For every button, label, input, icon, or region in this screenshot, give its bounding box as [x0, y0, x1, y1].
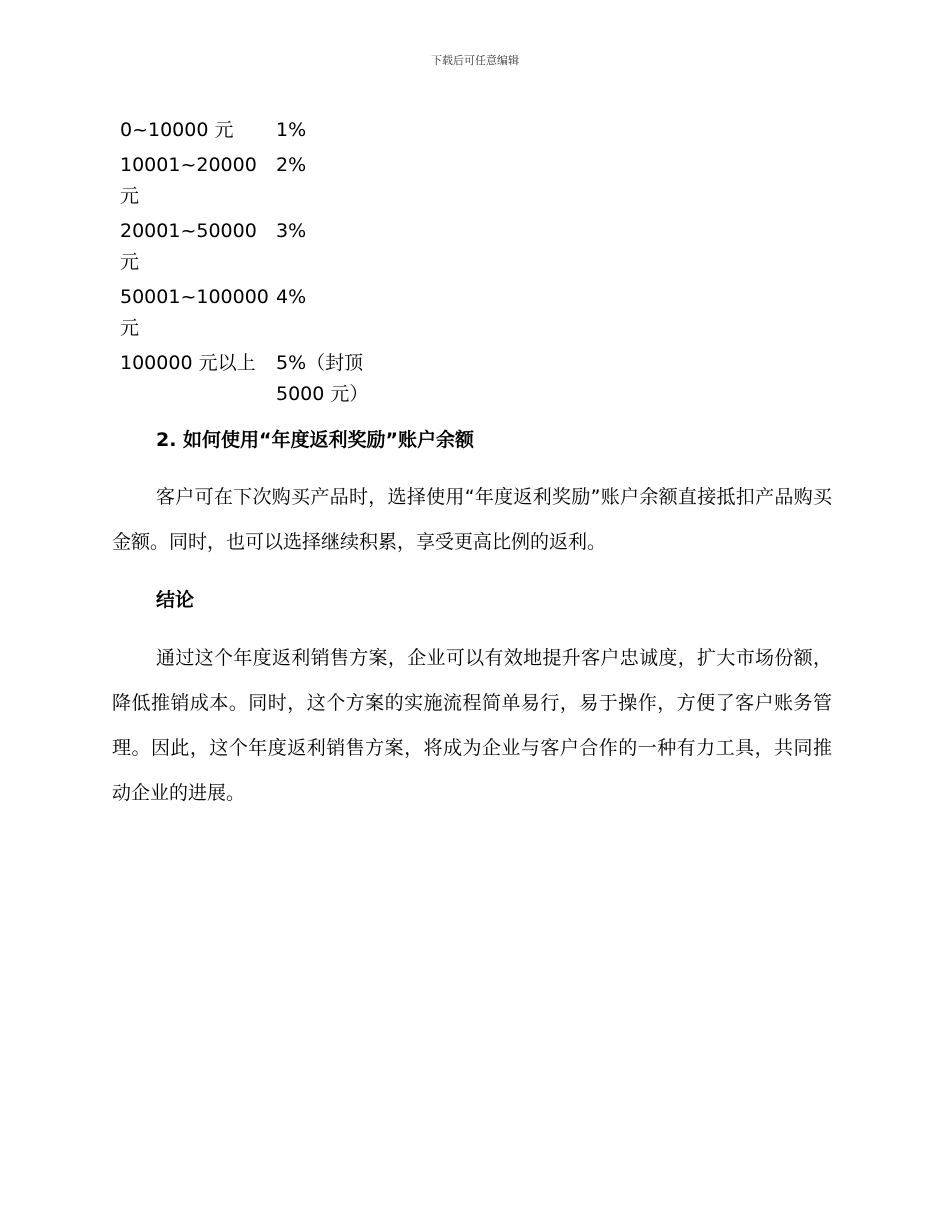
rebate-rate-cell: 5%（封顶 5000 元） [276, 352, 369, 405]
rebate-range-cell: 100000 元以上 [120, 352, 256, 374]
table-row [120, 115, 386, 150]
rebate-rate-cell: 4% [276, 286, 307, 308]
table-row [120, 282, 386, 348]
rebate-rate-table [120, 115, 386, 414]
table-row [120, 348, 386, 414]
section-heading-use-balance: 2. 如何使用“年度返利奖励”账户余额 [156, 429, 475, 451]
table-row [120, 216, 386, 282]
table-row [120, 150, 386, 216]
conclusion-paragraph: 通过这个年度返利销售方案，企业可以有效地提升客户忠诚度，扩大市场份额，降低推销成本。同时，这个方案的实施流程简单易行，易于操作，方便了客户账务管理。因此，这个年度返利销售方案，将成为企业与客户合作的一种有力工具，共同推动企业的进展。 [112, 647, 832, 804]
rebate-range-cell: 0~10000 元 [120, 119, 234, 141]
section-heading-conclusion: 结论 [156, 589, 195, 611]
rebate-range-cell: 20001~50000 元 [120, 220, 257, 273]
rebate-rate-cell: 2% [276, 154, 307, 176]
use-balance-paragraph: 客户可在下次购买产品时，选择使用“年度返利奖励”账户余额直接抵扣产品购买金额。同时，也可以选择继续积累，享受更高比例的返利。 [112, 486, 832, 553]
rebate-range-cell: 50001~100000 元 [120, 286, 269, 339]
rebate-range-cell: 10001~20000 元 [120, 154, 257, 207]
rebate-rate-cell: 3% [276, 220, 307, 242]
page-header-note: 下载后可任意编辑 [431, 54, 519, 67]
rebate-rate-cell: 1% [276, 119, 307, 141]
